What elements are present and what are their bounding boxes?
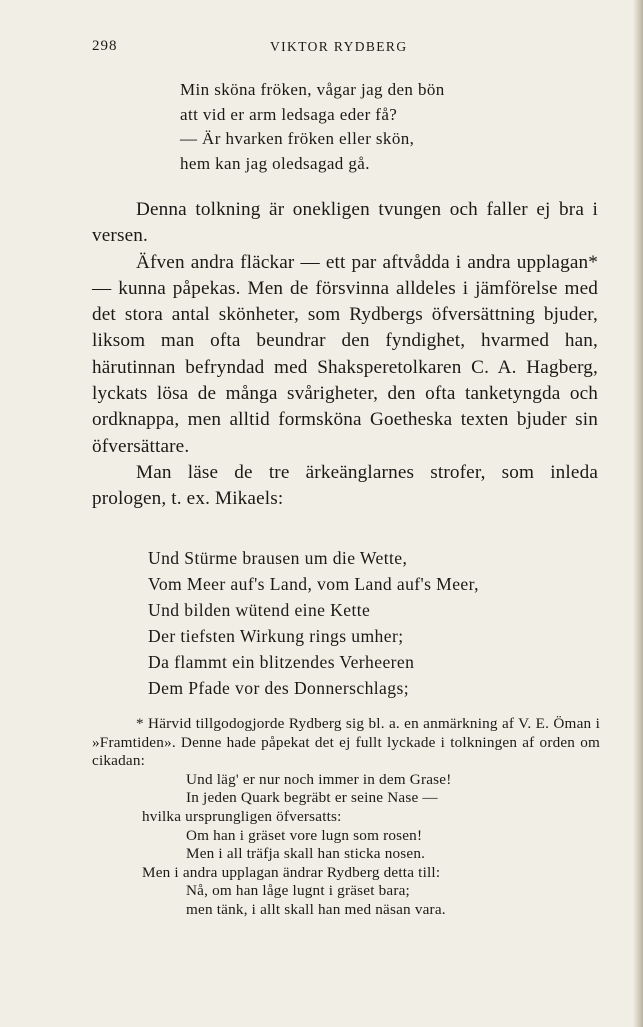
footnote-paragraph: * Härvid tillgodogjorde Rydberg sig bl. a. en anmärkning af V. E. Öman i »Framtiden». Denne hade påpekat det ej fullt lyckade i tolkningen af orden om cikadan:	[92, 715, 600, 770]
verse-line: Da flammt ein blitzendes Verheeren	[148, 652, 415, 672]
footnote-quote-line: Men i all träfja skall han sticka nosen.	[186, 845, 426, 863]
verse-line: Dem Pfade vor des Donnerschlags;	[148, 678, 410, 698]
page-number: 298	[92, 38, 118, 54]
verse-line: hem kan jag oledsagad gå.	[180, 153, 370, 173]
paragraph: Denna tolkning är onekligen tvungen och faller ej bra i versen.	[92, 199, 598, 247]
paragraph: Äfven andra fläckar — ett par aftvådda i andra upplagan* — kunna påpekas. Men de försvinna alldeles i jämförelse med det stora antal skönheter, som Rydbergs öfversättning bjuder, liksom man ofta beundrar den fyndighet, hvarmed han, härutinnan befryndad med Shaksperetolkaren C. A. Hagberg, lyckats lösa de många svårigheter, den ofta tanketyngda och ordknappa, men alltid formsköna Goetheska texten bjuder sin öfversättare.	[92, 251, 598, 457]
paragraph: Man läse de tre ärkeänglarnes strofer, som inleda prologen, t. ex. Mikaels:	[92, 461, 598, 510]
footnote-quote-line: Und läg' er nur noch immer in dem Grase!	[186, 770, 452, 788]
footnote-quote-line: men tänk, i allt skall han med näsan vara.	[186, 900, 446, 918]
running-title: VIKTOR RYDBERG	[270, 39, 408, 54]
page-edge	[633, 0, 643, 1027]
verse-top	[180, 78, 445, 176]
body-text	[92, 197, 598, 513]
footnote-quote-line: Om han i gräset vore lugn som rosen!	[186, 826, 423, 844]
verse-line: att vid er arm ledsaga eder få?	[180, 104, 398, 124]
verse-line: — Är hvarken fröken eller skön,	[180, 129, 415, 148]
page-header	[92, 38, 532, 58]
verse-line: Vom Meer auf's Land, vom Land auf's Meer,	[148, 574, 479, 594]
verse-line: Und Stürme brausen um die Wette,	[148, 548, 408, 568]
footnote-lead: hvilka ursprungligen öfversatts:	[142, 807, 342, 825]
verse-line: Der tiefsten Wirkung rings umher;	[148, 626, 404, 646]
footnote-lead: Men i andra upplagan ändrar Rydberg detta till:	[142, 863, 441, 881]
verse-line: Min sköna fröken, vågar jag den bön	[180, 80, 445, 99]
verse-line: Und bilden wütend eine Kette	[148, 600, 371, 620]
footnote	[92, 715, 600, 920]
verse-german	[148, 545, 479, 701]
footnote-quote-line: Nå, om han låge lugnt i gräset bara;	[186, 882, 410, 900]
footnote-quote-line: In jeden Quark begräbt er seine Nase —	[186, 789, 438, 807]
